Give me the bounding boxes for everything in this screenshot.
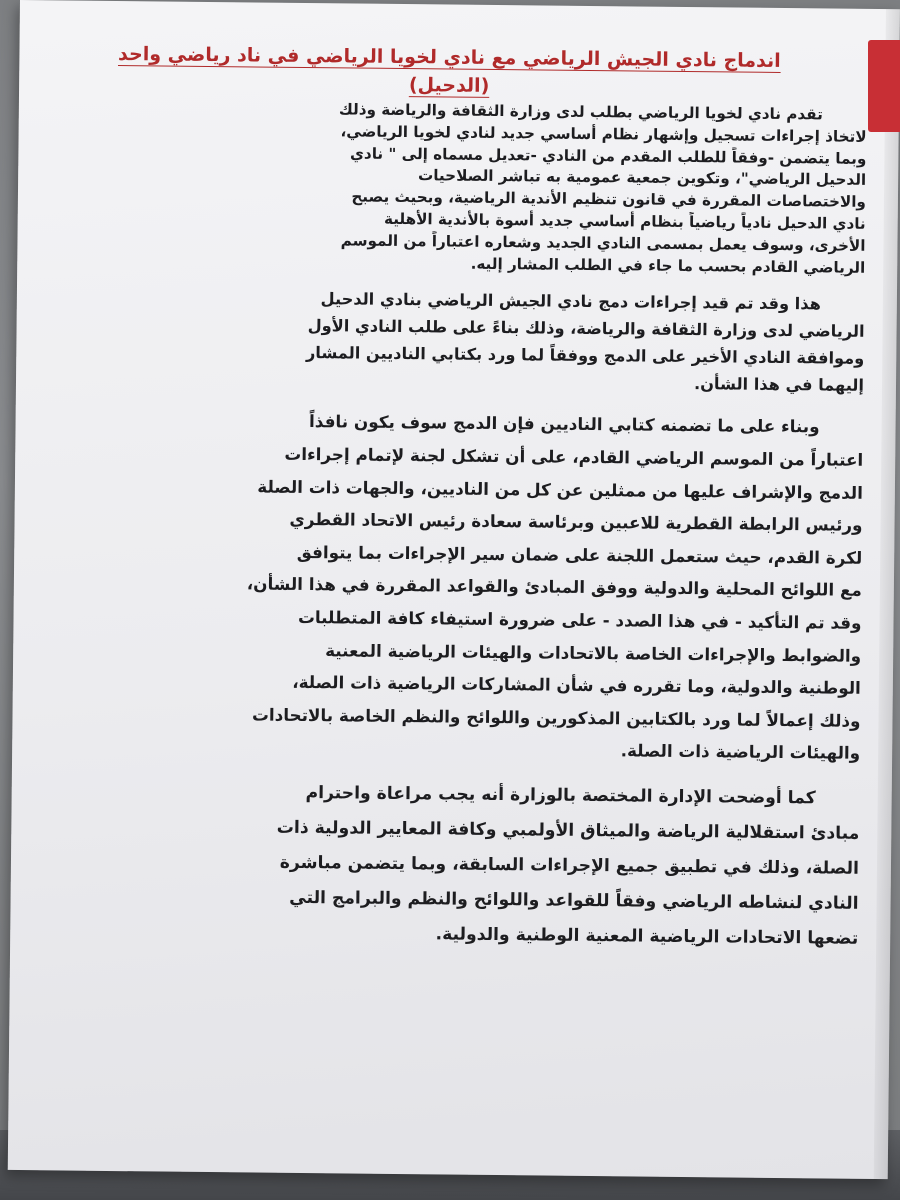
text-line: الرياضي لدى وزارة الثقافة والرياضة، وذلك بناءً على طلب النادي الأول <box>307 316 865 342</box>
text-line: كما أوضحت الإدارة المختصة بالوزارة أنه يجب مراعاة واحترام <box>305 782 816 809</box>
text-line: والهيئات الرياضية ذات الصلة. <box>620 740 861 764</box>
document-body <box>68 97 867 969</box>
text-line: اعتباراً من الموسم الرياضي القادم، على أن تشكل لجنة لإتمام إجراءات <box>284 443 864 470</box>
text-line: إليهما في هذا الشأن. <box>693 374 865 396</box>
text-line: هذا وقد تم قيد إجراءات دمج نادي الجيش الرياضي بنادي الدحيل <box>320 289 821 314</box>
text-line: لكرة القدم، حيث ستعمل اللجنة على ضمان سير الإجراءات بما يتوافق <box>296 541 863 568</box>
title-block <box>89 41 810 103</box>
text-line: مع اللوائح المحلية والدولية ووفق المبادئ والقواعد المقررة في هذا الشأن، <box>246 573 862 601</box>
paper-edge-shadow <box>874 9 900 1179</box>
text-line: وبما يتضمن -وفقاً للطلب المقدم من النادي -تعديل مسماه إلى " نادي <box>349 144 867 168</box>
text-line: نادي الدحيل نادياً رياضياً بنظام أساسي جديد أسوة بالأندية الأهلية <box>383 209 866 233</box>
text-line: وقد تم التأكيد - في هذا الصدد - على ضرورة استيفاء كافة المتطلبات <box>297 606 862 633</box>
text-line: النادي لنشاطه الرياضي وفقاً للقواعد واللوائح والنظم والبرامج التي <box>289 887 859 914</box>
text-line: ورئيس الرابطة القطرية للاعبين وبرئاسة سعادة رئيس الاتحاد القطري <box>289 509 863 536</box>
document-subtitle: (الدحيل) <box>408 74 490 97</box>
text-line: تقدم نادي لخويا الرياضي بطلب لدى وزارة الثقافة والرياضة وذلك <box>338 100 823 124</box>
text-line: الرياضي القادم بحسب ما جاء في الطلب المشار إليه. <box>470 254 866 277</box>
text-line: وذلك إعمالاً لما ورد بالكتابين المذكورين واللوائح والنظم الخاصة بالاتحادات <box>251 704 861 731</box>
text-line: الدحيل الرياضي"، وتكوين جمعية عمومية به تباشر الصلاحيات <box>417 166 867 190</box>
text-line: تضعها الاتحادات الرياضية المعنية الوطنية والدولية. <box>435 924 859 949</box>
text-line: وموافقة النادي الأخير على الدمج ووفقاً لما ورد بكتابي الناديين المشار <box>305 343 865 369</box>
text-line: مبادئ استقلالية الرياضة والميثاق الأولمبي وكافة المعايير الدولية ذات <box>276 817 860 844</box>
paragraph-4 <box>68 773 860 956</box>
paragraph-1 <box>75 97 867 280</box>
red-folder-tab <box>868 40 900 132</box>
text-line: والضوابط والإجراءات الخاصة بالاتحادات والهيئات الرياضية المعنية <box>325 639 862 666</box>
text-line: والاختصاصات المقررة في قانون تنظيم الأندية الرياضية، وبحيث يصبح <box>351 187 867 212</box>
text-line: الوطنية والدولية، وما تقرره في شأن المشاركات الرياضية ذات الصلة، <box>292 672 861 698</box>
text-line: الأخرى، وسوف يعمل بمسمى النادي الجديد وشعاره اعتباراً من الموسم <box>340 231 866 255</box>
paragraph-3 <box>70 403 864 770</box>
paper-sheet <box>8 0 900 1179</box>
text-line: وبناء على ما تضمنه كتابي الناديين فإن الدمج سوف يكون نافذاً <box>308 411 820 437</box>
paragraph-2 <box>74 283 865 399</box>
document-title: اندماج نادي الجيش الرياضي مع نادي لخويا الرياضي في ناد رياضي واحد <box>117 43 781 72</box>
text-line: الصلة، وذلك في تطبيق جميع الإجراءات السابقة، وبما يتضمن مباشرة <box>279 852 860 879</box>
text-line: الدمج والإشراف عليها من ممثلين عن كل من الناديين، والجهات ذات الصلة <box>257 476 863 503</box>
text-line: لاتخاذ إجراءات تسجيل وإشهار نظام أساسي جديد لنادي لخويا الرياضي، <box>340 122 867 146</box>
